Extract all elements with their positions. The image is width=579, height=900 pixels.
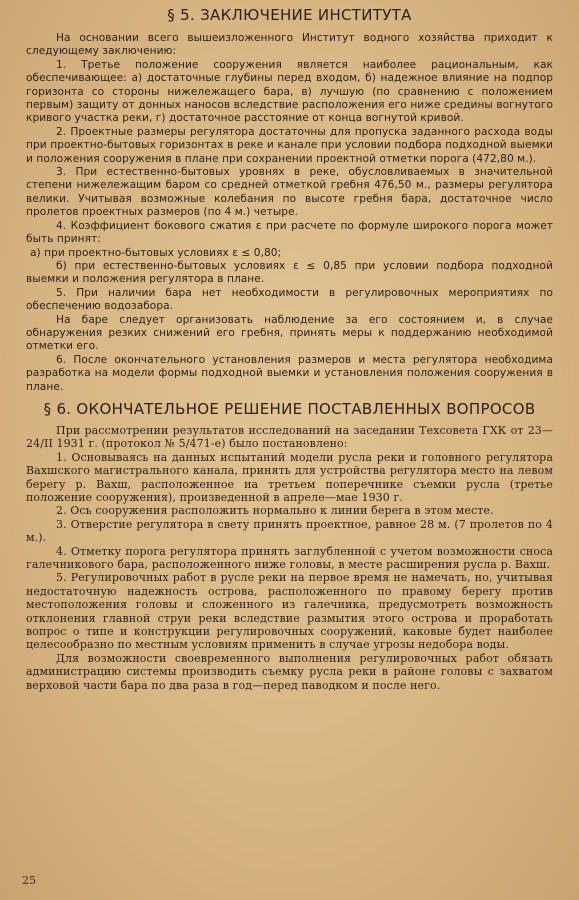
section-6-intro: При рассмотрении результатов исследований на заседании Техсовета ГХК от 23—24/II 1931 г. (протокол № 5/471-е) было постановлено: xyxy=(26,423,553,451)
section-5-item-4b: б) при естественно-бытовых условиях ε ≤ 0,85 при условии подбора подходной выемки и положения регулятора в плане. xyxy=(26,259,553,286)
section-6-item-1: 1. Основываясь на данных испытаний модели русла реки и головного регулятора Вахшского магистрального канала, принять для устройства регулятора место на левом берегу р. Вахш, расположенное на третьем поперечнике съемки русла (третье положение сооружения), произведенной в апреле—мае 1930 г. xyxy=(26,450,553,504)
section-6-item-5: 5. Регулировочных работ в русле реки на первое время не намечать, но, учитывая недостаточную надежность острова, расположенного по правому берегу против местоположения головы и сложенного из галечника, предусмотреть возможность отклонения главной струи реки вследствие размытия этого острова и проработать вопрос о типе и конструкции регулировочных сооружений, каковые будет наиболее целесообразно по местным условиям применить в случае угрозы недобора воды. xyxy=(26,571,553,652)
section-6-title: § 6. ОКОНЧАТЕЛЬНОЕ РЕШЕНИЕ ПОСТАВЛЕННЫХ ВОПРОСОВ xyxy=(43,399,536,418)
section-5 xyxy=(26,6,553,394)
section-6-item-3: 3. Отверстие регулятора в свету принять проектное, равное 28 м. (7 пролетов по 4 м.). xyxy=(26,517,553,545)
section-5-item-1: 1. Третье положение сооружения является наиболее рациональным, как обеспечивающее: а) достаточные глубины перед входом, б) надежное влияние на подпор горизонта со стороны нижележащего бара, в) лучшую (по сравнению с положением первым) защиту от донных наносов вследствие расположения его ниже средины вогнутого кривого участка реки, г) достаточное расстояние от конца вогнутой кривой. xyxy=(26,58,553,125)
section-5-item-6: 6. После окончательного установления размеров и места регулятора необходима разработка на модели формы подходной выемки и установления положения сооружения в плане. xyxy=(26,353,553,393)
page-number: 25 xyxy=(22,874,36,887)
section-5-item-2: 2. Проектные размеры регулятора достаточны для пропуска заданного расхода воды при проектно-бытовых горизонтах в реке и канале при условии подбора подходной выемки и положения сооружения в плане при сохранении проектной отметки порога (472,80 м.). xyxy=(26,125,553,165)
section-5-item-5-note: На баре следует организовать наблюдение за его состоянием и, в случае обнаружения резких снижений его гребня, принять меры к поддержанию необходимой отметки его. xyxy=(26,313,553,353)
section-6 xyxy=(26,400,553,692)
section-6-item-4: 4. Отметку порога регулятора принять заглубленной с учетом возможности сноса галечникового бара, расположенного ниже головы, в месте расширения русла р. Вахш. xyxy=(26,544,553,572)
section-5-item-5: 5. При наличии бара нет необходимости в регулировочных мероприятиях по обеспечению водозабора. xyxy=(26,286,553,313)
section-6-item-2: 2. Ось сооружения расположить нормально к линии берега в этом месте. xyxy=(56,504,494,518)
section-6-closing: Для возможности своевременного выполнения регулировочных работ обязать администрацию системы производить съемку русла реки в районе головы с захватом верховой части бара по два раза в год—перед паводком и после него. xyxy=(26,651,553,692)
section-5-intro: На основании всего вышеизложенного Институт водного хозяйства приходит к следующему заключению: xyxy=(26,32,553,58)
section-5-item-4: 4. Коэффициент бокового сжатия ε при расчете по формуле широкого порога может быть принят: xyxy=(26,219,553,246)
section-5-title: § 5. ЗАКЛЮЧЕНИЕ ИНСТИТУТА xyxy=(167,6,412,24)
section-5-item-4a: а) при проектно-бытовых условиях ε ≤ 0,80; xyxy=(30,246,282,259)
section-5-item-3: 3. При естественно-бытовых уровнях в реке, обусловливаемых в значительной степени нижележащим баром со средней отметкой гребня 476,50 м., размеры регулятора велики. Учитывая возможные колебания по высоте гребня бара, достаточное число пролетов проектных размеров (по 4 м.) четыре. xyxy=(26,166,553,219)
